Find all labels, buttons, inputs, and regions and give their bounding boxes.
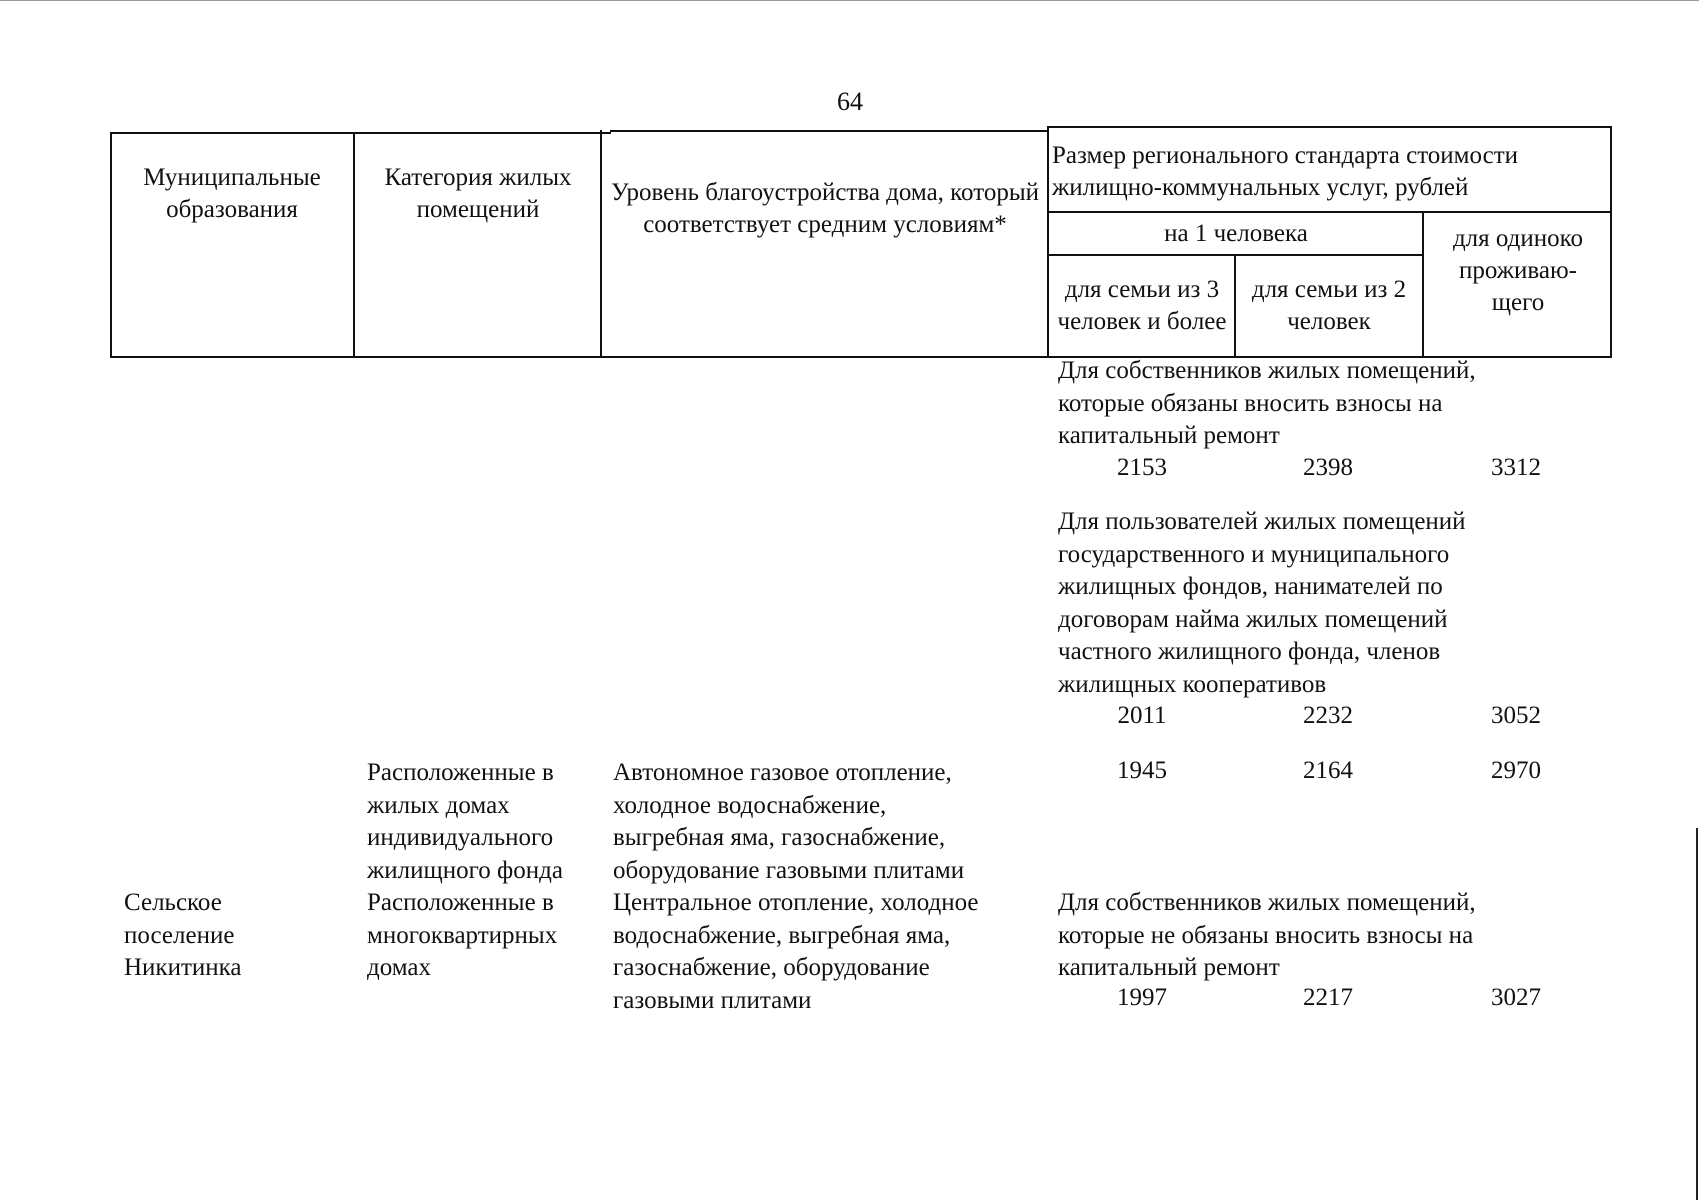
individual-amenities: Автономное газовое отопление, холодное водоснабжение, выгребная яма, газоснабжение, оборудование газовыми плитами — [613, 759, 965, 884]
header-municipality: Муниципальные образования — [143, 164, 321, 223]
page-number: 64 — [837, 87, 863, 116]
users-state-family2: 2232 — [1303, 702, 1353, 729]
header-family2: для семьи из 2 человек — [1251, 276, 1407, 335]
header-per-person: на 1 человека — [1164, 220, 1308, 247]
scan-top-edge — [0, 0, 1699, 1]
nikitinka-amenities: Центральное отопление, холодное водоснабжение, выгребная яма, газоснабжение, оборудование газовыми плитами — [613, 889, 979, 1014]
users-state-single: 3052 — [1491, 702, 1541, 729]
individual-single: 2970 — [1491, 757, 1541, 784]
header-family3: для семьи из 3 человек и более — [1057, 276, 1227, 335]
header-category: Категория жилых помещений — [384, 164, 572, 223]
scan-right-edge — [1696, 828, 1698, 1200]
header-standard: Размер регионального стандарта стоимости жилищно-коммунальных услуг, рублей — [1052, 142, 1519, 201]
owners-capital-family2: 2398 — [1303, 454, 1353, 481]
nikitinka-category: Расположенные в многоквартирных домах — [367, 889, 558, 981]
nikitinka-family2: 2217 — [1303, 984, 1353, 1011]
owners-capital-single: 3312 — [1491, 454, 1541, 481]
owners-capital-label: Для собственников жилых помещений, которые обязаны вносить взносы на капитальный ремонт — [1058, 357, 1476, 449]
individual-category: Расположенные в жилых домах индивидуального жилищного фонда — [367, 759, 563, 884]
header-single: для одиноко проживаю-щего — [1452, 225, 1584, 316]
nikitinka-municipality: Сельское поселение Никитинка — [124, 889, 242, 981]
nikitinka-single: 3027 — [1491, 984, 1541, 1011]
users-state-family3: 2011 — [1117, 702, 1167, 729]
users-state-label: Для пользователей жилых помещений государственного и муниципального жилищных фондов, нанимателей по договорам найма жилых помещений частного жилищного фонда, членов жилищных кооперативов — [1058, 508, 1466, 698]
nikitinka-label: Для собственников жилых помещений, которые не обязаны вносить взносы на капитальный ремонт — [1058, 889, 1476, 981]
individual-family2: 2164 — [1303, 757, 1353, 784]
nikitinka-family3: 1997 — [1117, 984, 1167, 1011]
individual-family3: 1945 — [1117, 757, 1167, 784]
header-amenities: Уровень благоустройства дома, который соответствует средним условиям* — [611, 179, 1039, 238]
owners-capital-family3: 2153 — [1117, 454, 1167, 481]
